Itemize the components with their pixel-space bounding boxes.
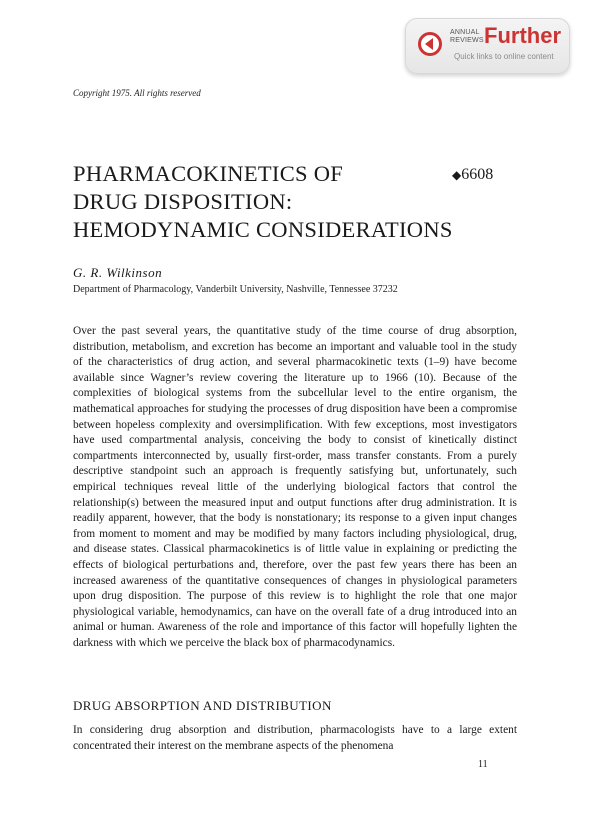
section-heading: DRUG ABSORPTION AND DISTRIBUTION bbox=[73, 698, 332, 713]
author-affiliation: Department of Pharmacology, Vanderbilt University, Nashville, Tennessee 37232 bbox=[73, 284, 398, 295]
badge-further-text: Further bbox=[484, 23, 561, 48]
title-line: PHARMACOKINETICS OF bbox=[73, 161, 344, 186]
article-code bbox=[452, 166, 493, 184]
intro-paragraph: Over the past several years, the quantitative study of the time course of drug absorption, distribution, metabolism, and excretion has become an important and valuable tool in the study of the characteristics of drug action, and several pharmacokinetic texts (1–9) have become available since Wagner’s review covering the literature up to 1966 (10). Because of the complexities of biological systems from the subcellular level to the entire organism, the mathematical approaches for studying the processes of drug disposition have been a compromise between hopeless complexity and oversimplification. With few exceptions, most investigators have used compartmental analysis, conceiving the body to consist of kinetically distinct compartments interconnected by, usually first-order, mass transfer constants. From a purely descriptive standpoint such an approach is frequently satisfying but, unfortunately, such empirical techniques reveal little of the underlying biological factors that control the relationship(s) between the measured input and output functions after drug administration. It is readily apparent, however, that the body is nonstationary; its response to a given input changes from moment to moment and may be modified by many factors including physiological, drug, and disease states. Classical pharmacokinetics is of little value in explaining or predicting the effects of biological perturbations and, therefore, over the past few years there has been an increased awareness of the quantitative consequences of changes in physiological parameters upon drug disposition. The purpose of this review is to highlight the role that one major physiological variable, hemodynamics, can have on the overall fate of a drug introduced into an animal or human. Awareness of the role and importance of this factor will hopefully lighten the darkness with which we perceive the black box of pharmacodynamics. bbox=[73, 325, 517, 649]
badge-publisher-label bbox=[450, 29, 482, 45]
badge-reviews-text: REVIEWS bbox=[450, 37, 484, 44]
page-number: 11 bbox=[478, 759, 488, 770]
play-back-icon bbox=[418, 32, 442, 56]
diamond-icon: ◆ bbox=[452, 168, 462, 182]
article-title bbox=[73, 160, 493, 244]
title-line: HEMODYNAMIC CONSIDERATIONS bbox=[73, 217, 453, 242]
section-paragraph: In considering drug absorption and distribution, pharmacologists have to a large extent concentrated their interest on the membrane aspects of the phenomena bbox=[73, 724, 517, 752]
badge-annual-text: ANNUAL bbox=[450, 29, 480, 36]
article-code-number: 6608 bbox=[461, 166, 494, 183]
title-line: DRUG DISPOSITION: bbox=[73, 189, 293, 214]
annual-reviews-further-badge[interactable] bbox=[405, 18, 570, 74]
copyright-notice: Copyright 1975. All rights reserved bbox=[73, 88, 201, 98]
author-name: G. R. Wilkinson bbox=[73, 265, 163, 280]
badge-subtitle: Quick links to online content bbox=[454, 52, 554, 61]
